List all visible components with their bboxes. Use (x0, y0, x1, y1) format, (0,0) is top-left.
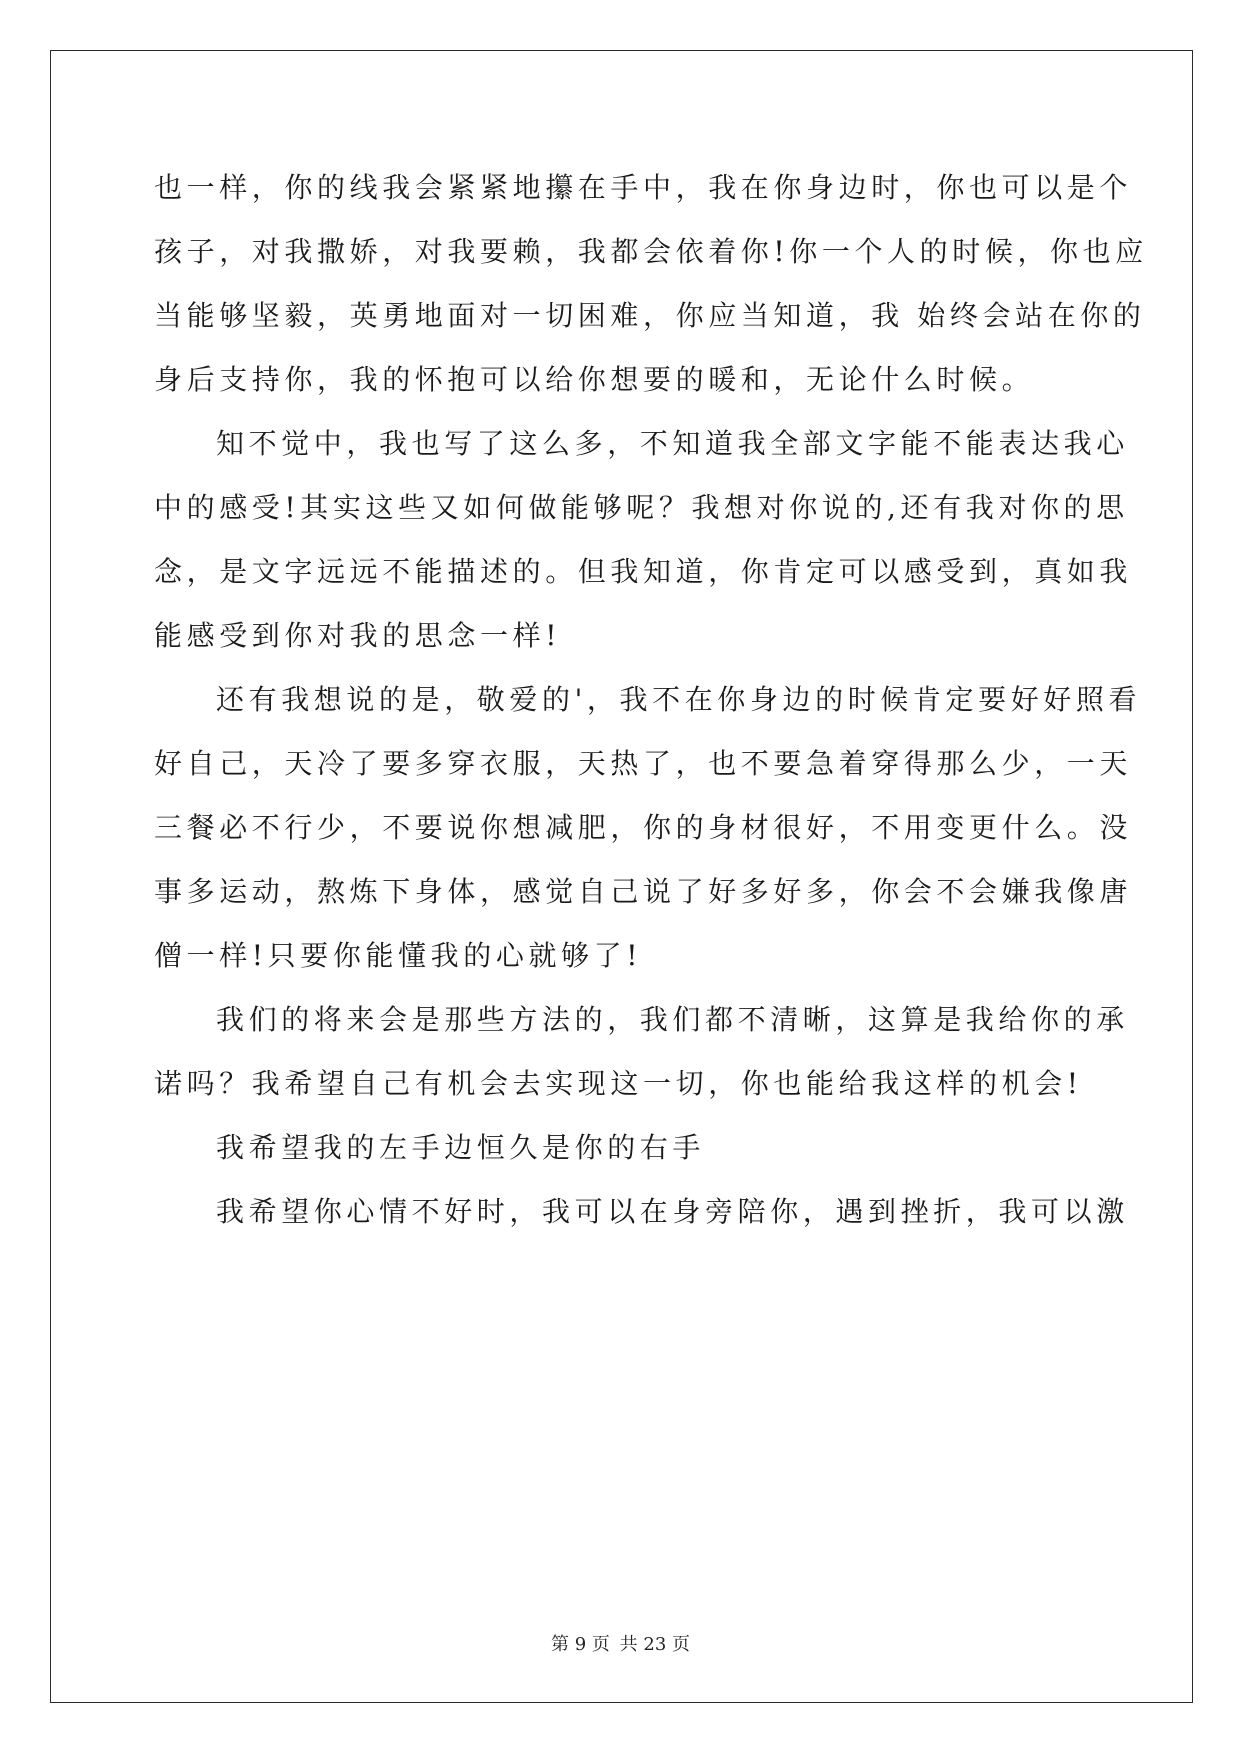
text-line: 好自己，天冷了要多穿衣服，天热了，也不要急着穿得那么少，一天 (154, 747, 1133, 780)
text-line: 能感受到你对我的思念一样! (154, 619, 562, 652)
page-footer (0, 1633, 1241, 1657)
text-line: 也一样，你的线我会紧紧地攥在手中，我在你身边时，你也可以是个 (154, 171, 1133, 204)
paragraph-first-line: 我希望你心情不好时，我可以在身旁陪你，遇到挫折，我可以激 (216, 1195, 1129, 1228)
page-number: 第 9 页 (551, 1634, 610, 1655)
paragraph-first-line: 还有我想说的是，敬爱的'，我不在你身边的时候肯定要好好照看 (216, 683, 1142, 716)
text-line: 身后支持你，我的怀抱可以给你想要的暖和，无论什么时候。 (154, 363, 1035, 396)
text-line: 孩子，对我撒娇，对我要赖，我都会依着你!你一个人的时候，你也应 (154, 235, 1148, 268)
paragraph-first-line: 我希望我的左手边恒久是你的右手 (216, 1131, 706, 1164)
paragraph-first-line: 知不觉中，我也写了这么多，不知道我全部文字能不能表达我心 (216, 427, 1129, 460)
text-line: 当能够坚毅，英勇地面对一切困难，你应当知道，我 始终会站在你的 (154, 299, 1146, 332)
page-total: 共 23 页 (619, 1634, 690, 1655)
text-line: 三餐必不行少，不要说你想减肥，你的身材很好，不用变更什么。没 (154, 811, 1133, 844)
text-line: 念，是文字远远不能描述的。但我知道，你肯定可以感受到，真如我 (154, 555, 1133, 588)
text-line: 事多运动，熬炼下身体，感觉自己说了好多好多，你会不会嫌我像唐 (154, 875, 1133, 908)
text-line: 中的感受!其实这些又如何做能够呢？我想对你说的,还有我对你的思 (154, 491, 1129, 524)
text-line: 诺吗？我希望自己有机会去实现这一切，你也能给我这样的机会! (154, 1067, 1083, 1100)
text-line: 僧一样!只要你能懂我的心就够了! (154, 939, 643, 972)
paragraph-first-line: 我们的将来会是那些方法的，我们都不清晰，这算是我给你的承 (216, 1003, 1129, 1036)
